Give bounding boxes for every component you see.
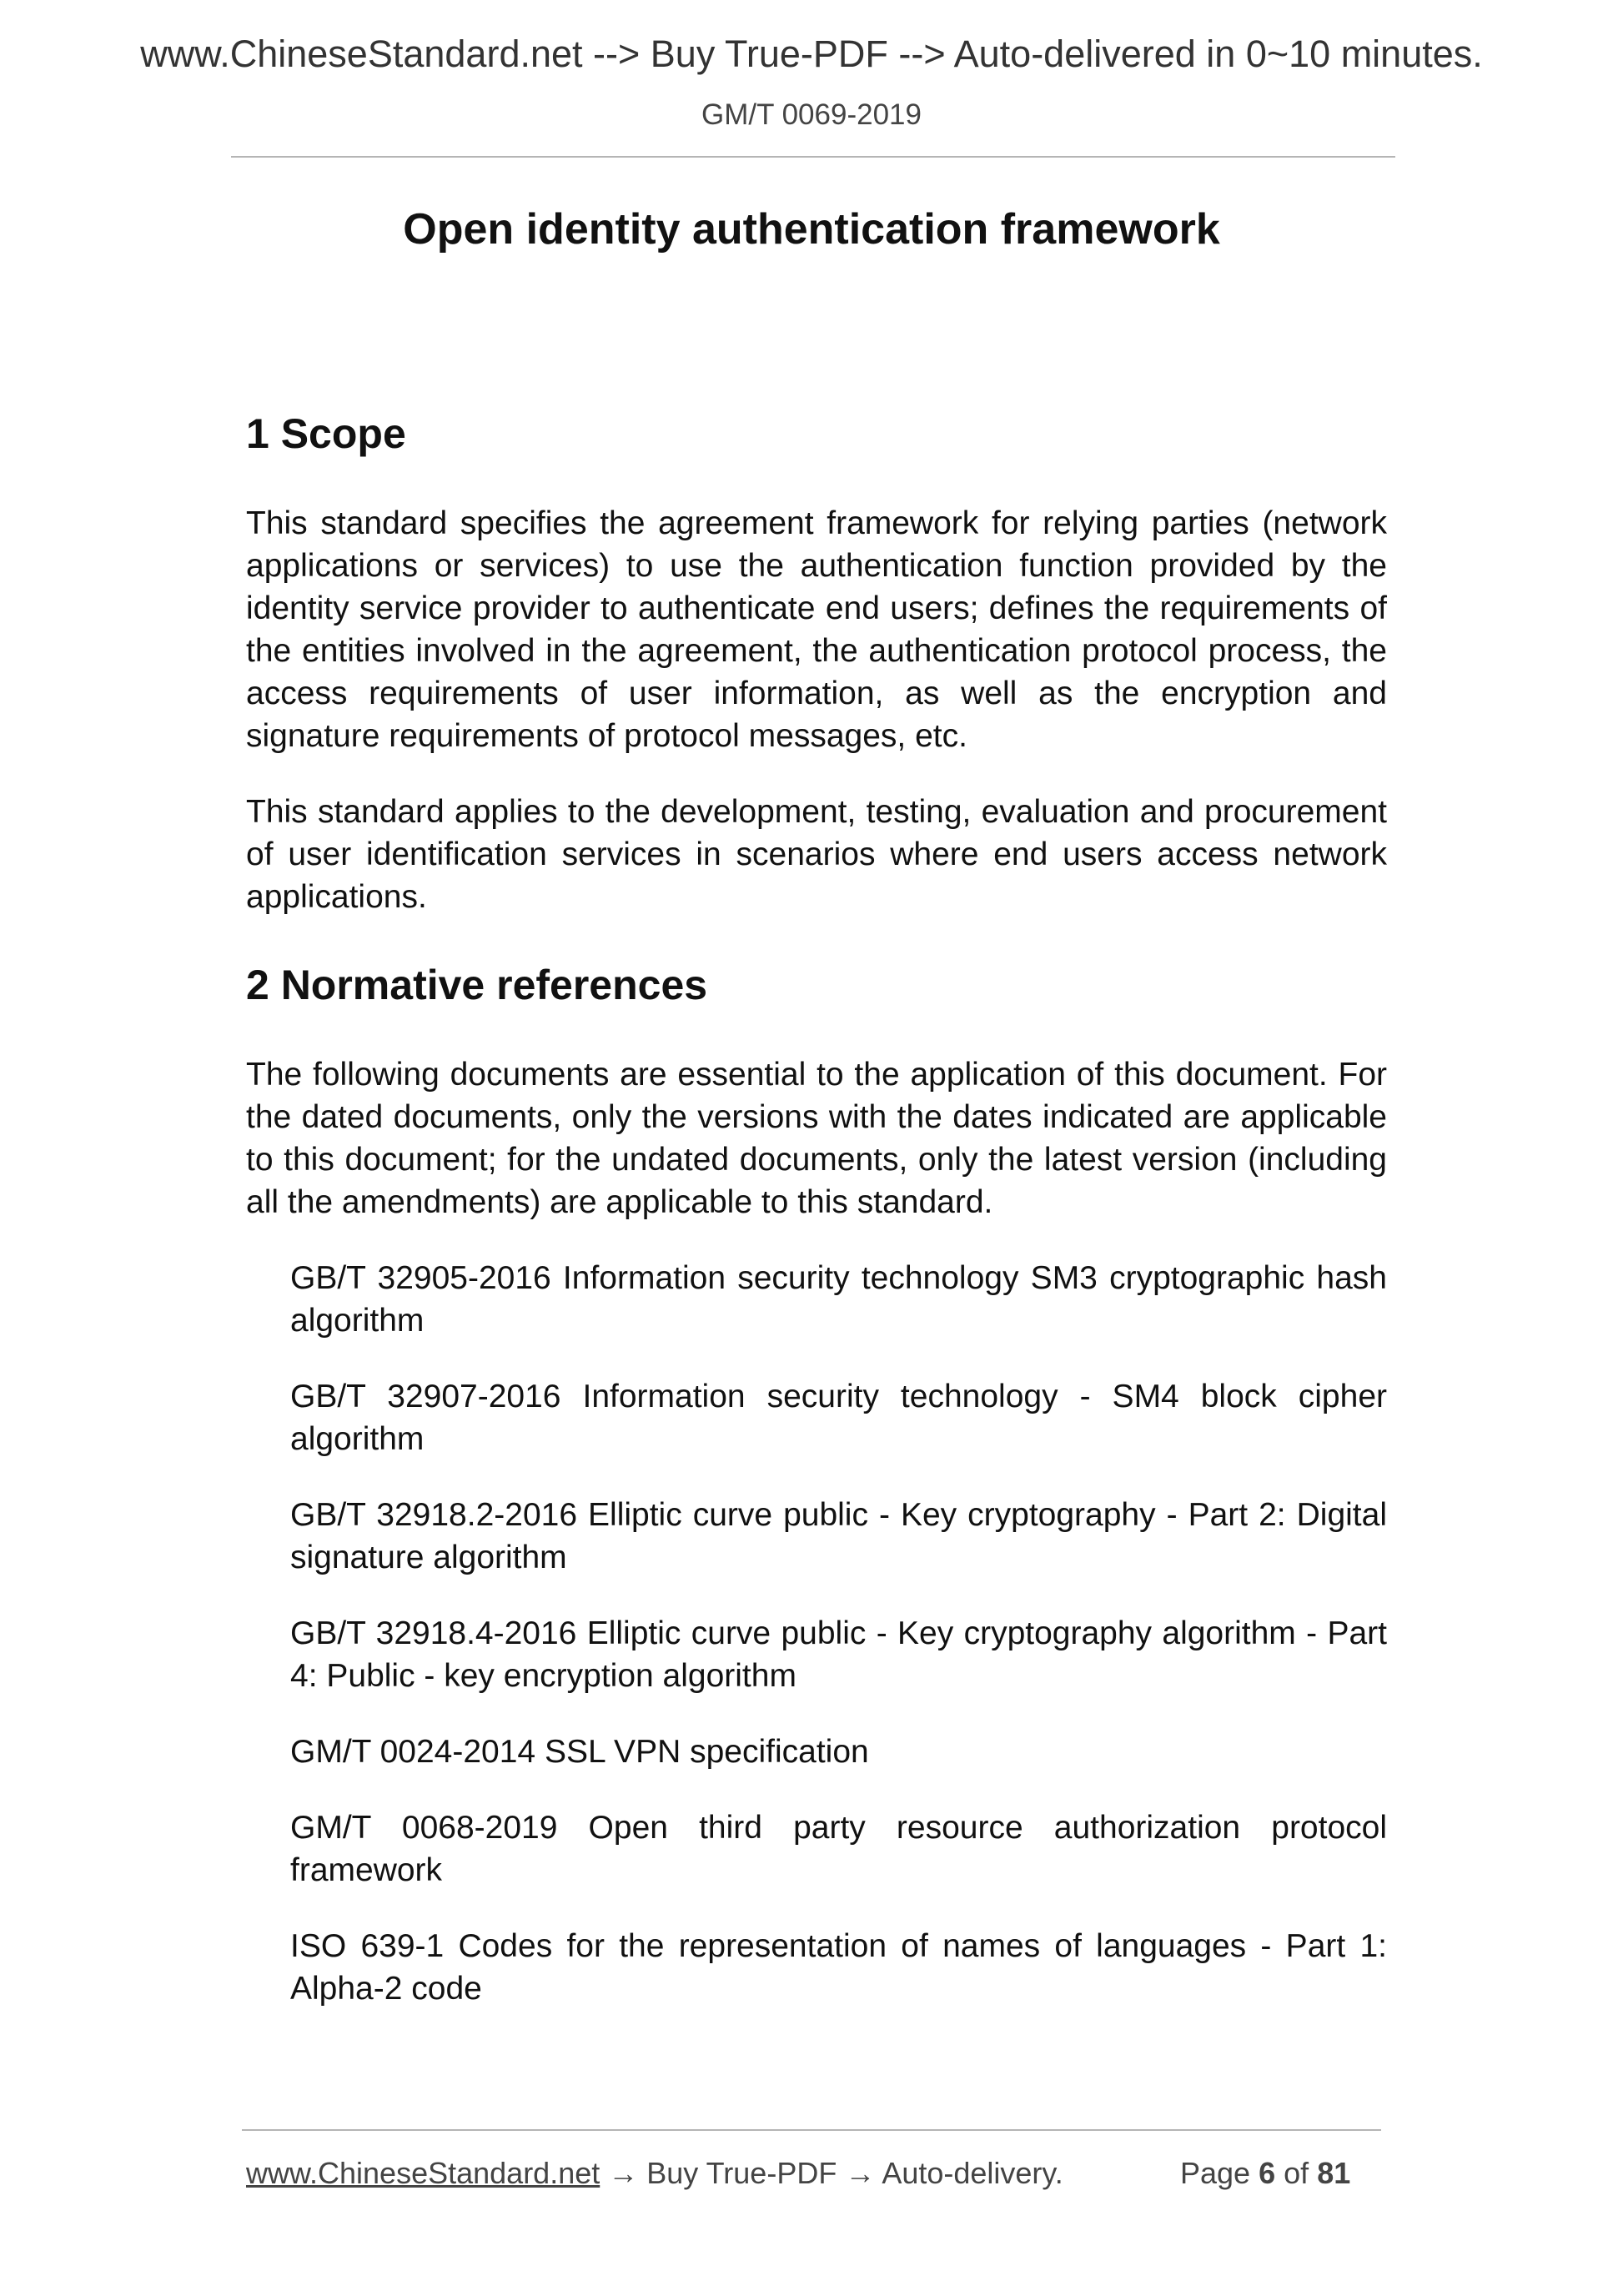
- page-counter: [1180, 2156, 1350, 2191]
- section-heading-scope: 1 Scope: [246, 410, 406, 457]
- reference-item: GB/T 32918.2-2016 Elliptic curve public - Key cryptography - Part 2: Digital signature algorithm: [290, 1497, 1387, 1575]
- footer-tagline: → Buy True-PDF → Auto-delivery.: [600, 2156, 1063, 2190]
- reference-item: GB/T 32918.4-2016 Elliptic curve public - Key cryptography algorithm - Part 4: Public - key encryption algorithm: [290, 1615, 1387, 1694]
- of-label: of: [1284, 2156, 1309, 2190]
- reference-list: [246, 1257, 1387, 2010]
- reference-item: GM/T 0024-2014 SSL VPN specification: [290, 1734, 869, 1770]
- page-label: Page: [1180, 2156, 1251, 2190]
- reference-item: GM/T 0068-2019 Open third party resource authorization protocol framework: [290, 1810, 1387, 1888]
- top-banner: www.ChineseStandard.net --> Buy True-PDF --> Auto-delivered in 0~10 minutes.: [140, 33, 1483, 75]
- total-pages: 81: [1317, 2156, 1351, 2190]
- page-number: 6: [1259, 2156, 1276, 2190]
- reference-item: ISO 639-1 Codes for the representation of names of languages - Part 1: Alpha-2 code: [290, 1928, 1387, 2007]
- footer-promo: [246, 2156, 1063, 2191]
- normative-intro-paragraph: The following documents are essential to the application of this document. For the dated documents, only the versions with the dates indicated are applicable to this document; for the undated documents, only the latest version (including all the amendments) are applicable to this standard.: [246, 1057, 1387, 1220]
- scope-paragraph: This standard applies to the development, testing, evaluation and procurement of user identification services in scenarios where end users access network applications.: [246, 794, 1387, 915]
- reference-item: GB/T 32905-2016 Information security technology SM3 cryptographic hash algorithm: [290, 1260, 1387, 1339]
- scope-paragraph: This standard specifies the agreement framework for relying parties (network applications or services) to use the authentication function provided by the identity service provider to authenticate end users; defines the requirements of the entities involved in the agreement, the authentication protocol process, the access requirements of user information, as well as the encryption and signature requirements of protocol messages, etc.: [246, 505, 1387, 754]
- document-title: Open identity authentication framework: [403, 205, 1220, 254]
- footer-divider: [242, 2129, 1381, 2131]
- footer-website-link[interactable]: www.ChineseStandard.net: [246, 2156, 600, 2190]
- header-divider: [231, 156, 1395, 158]
- reference-item: GB/T 32907-2016 Information security technology - SM4 block cipher algorithm: [290, 1379, 1387, 1457]
- section-heading-normative-references: 2 Normative references: [246, 962, 708, 1008]
- document-body: [246, 409, 1387, 2043]
- document-code: GM/T 0069-2019: [701, 98, 922, 131]
